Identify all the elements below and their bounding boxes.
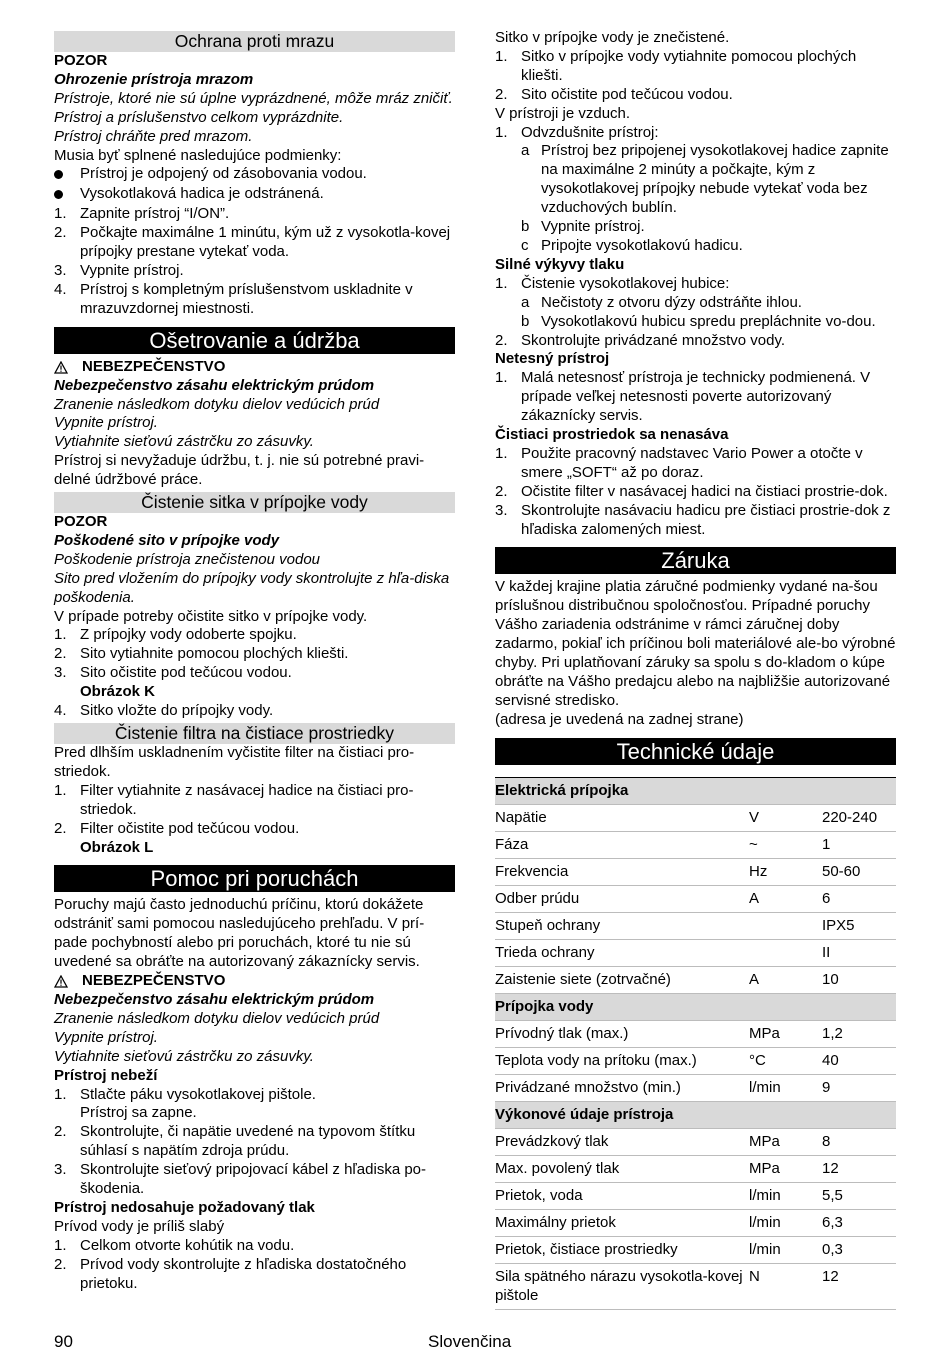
table-cell-label: Zaistenie siete (zotrvačné) <box>495 966 749 993</box>
table-cell-value: 40 <box>822 1047 896 1074</box>
table-cell-label: Frekvencia <box>495 858 749 885</box>
danger-label: NEBEZPEČENSTVO <box>54 972 455 991</box>
list-item: 2. Skontrolujte, či napätie uvedené na typovom štítku súhlasí s napätím zdroja prúdu. <box>54 1123 416 1160</box>
table-cell-unit: N <box>749 1263 822 1309</box>
table-cell-unit: l/min <box>749 1236 822 1263</box>
table-cell-label: Napätie <box>495 804 749 831</box>
list-item: 2. Skontrolujte privádzané množstvo vody. <box>495 331 786 349</box>
table-row <box>495 1263 896 1309</box>
bullet-icon <box>54 170 63 179</box>
table-cell-unit: A <box>749 966 822 993</box>
filter-heading: Čistenie filtra na čistiace prostriedky <box>54 723 455 744</box>
table-cell-value: 10 <box>822 966 896 993</box>
subheading: Prístroj nebeží <box>54 1066 158 1084</box>
table-cell-value: 12 <box>822 1263 896 1309</box>
danger-line: Zranenie následkom dotyku dielov vedúcich prúd <box>54 395 380 413</box>
frost-caution-label: POZOR <box>54 52 108 69</box>
sieve-warning-line: Sito pred vložením do prípojky vody skontrolujte z hľa-diska poškodenia. <box>54 569 450 606</box>
cause-text: V prístroji je vzduch. <box>495 104 631 122</box>
table-cell-label: Maximálny prietok <box>495 1209 749 1236</box>
table-group-label: Elektrická prípojka <box>495 777 896 804</box>
right-column <box>495 29 896 1310</box>
table-cell-unit: MPa <box>749 1155 822 1182</box>
danger-line: Vypnite prístroj. <box>54 1028 158 1046</box>
table-cell-unit: Hz <box>749 858 822 885</box>
left-column <box>54 29 455 1293</box>
warranty-heading: Záruka <box>495 547 896 574</box>
table-cell-value: 12 <box>822 1155 896 1182</box>
tech-data-heading: Technické údaje <box>495 738 896 765</box>
list-item: 1. Zapnite prístroj “I/ON”. <box>54 205 230 223</box>
table-cell-value: IPX5 <box>822 912 896 939</box>
table-group-row <box>495 777 896 804</box>
warning-triangle-icon <box>54 975 68 988</box>
page-number: 90 <box>54 1332 73 1351</box>
sub-list-item: b Vypnite prístroj. <box>521 218 645 236</box>
table-cell-value: 50-60 <box>822 858 896 885</box>
list-item: 1. Sitko v prípojke vody vytiahnite pomocou plochých kliešti. <box>495 47 857 84</box>
table-cell-value: II <box>822 939 896 966</box>
table-cell-value: 9 <box>822 1074 896 1101</box>
sieve-warning-title: Poškodené sito v prípojke vody <box>54 531 280 549</box>
list-item: 2. Filter očistite pod tečúcou vodou. <box>54 819 300 837</box>
table-cell-label: Prietok, voda <box>495 1182 749 1209</box>
table-cell-unit: MPa <box>749 1128 822 1155</box>
table-cell-value: 220-240 <box>822 804 896 831</box>
list-item: 3. Sito očistite pod tečúcou vodou. <box>54 664 292 682</box>
table-row <box>495 1209 896 1236</box>
frost-warning-line: Prístroj chráňte pred mrazom. <box>54 127 253 145</box>
list-item: 1. Čistenie vysokotlakovej hubice: <box>495 274 730 292</box>
list-item: 3. Skontrolujte nasávaciu hadicu pre čistiaci prostrie-dok z hľadiska zalomených miest. <box>495 501 891 538</box>
tech-data-table <box>495 777 896 1310</box>
care-heading: Ošetrovanie a údržba <box>54 327 455 354</box>
list-item: 1. Stlačte páku vysokotlakovej pištole. Prístroj sa zapne. <box>54 1085 316 1122</box>
table-cell-label: Prietok, čistiace prostriedky <box>495 1236 749 1263</box>
frost-warning-title: Ohrozenie prístroja mrazom <box>54 70 254 88</box>
table-cell-label: Prívodný tlak (max.) <box>495 1020 749 1047</box>
subheading: Silné výkyvy tlaku <box>495 255 625 273</box>
table-cell-value: 0,3 <box>822 1236 896 1263</box>
table-cell-unit: V <box>749 804 822 831</box>
table-cell-label: Fáza <box>495 831 749 858</box>
table-cell-value: 8 <box>822 1128 896 1155</box>
table-cell-value: 1,2 <box>822 1020 896 1047</box>
danger-title: Nebezpečenstvo zásahu elektrickým prúdom <box>54 990 375 1008</box>
table-cell-unit <box>749 912 822 939</box>
table-row <box>495 966 896 993</box>
table-cell-unit: l/min <box>749 1182 822 1209</box>
list-item: 1. Filter vytiahnite z nasávacej hadice na čistiaci pro-striedok. <box>54 781 414 818</box>
table-cell-unit: °C <box>749 1047 822 1074</box>
table-row <box>495 912 896 939</box>
frost-conditions-text: Musia byť splnené nasledujúce podmienky: <box>54 146 342 164</box>
table-cell-label: Sila spätného nárazu vysokotla-kovej pištole <box>495 1263 749 1309</box>
table-row <box>495 831 896 858</box>
list-item: 2. Sito vytiahnite pomocou plochých kliešti. <box>54 645 349 663</box>
danger-title: Nebezpečenstvo zásahu elektrickým prúdom <box>54 376 375 394</box>
table-row <box>495 1182 896 1209</box>
danger-line: Vytiahnite sieťovú zástrčku zo zásuvky. <box>54 433 314 451</box>
table-group-label: Prípojka vody <box>495 993 896 1020</box>
troubleshooting-heading: Pomoc pri poruchách <box>54 865 455 892</box>
table-group-row <box>495 993 896 1020</box>
sub-list-item: a Nečistoty z otvoru dýzy odstráňte ihlou. <box>521 293 802 311</box>
list-item: 3. Vypnite prístroj. <box>54 261 184 279</box>
table-cell-label: Odber prúdu <box>495 885 749 912</box>
table-row <box>495 1128 896 1155</box>
troubleshooting-text: Poruchy majú často jednoduchú príčinu, ktorú dokážete odstrániť sami pomocou nasledujúceho prehľadu. V prí-pade pochybností alebo pri poruchách, ktoré tu nie sú uvedené sa obráťte na autorizovaný zákaznícky servis. <box>54 896 425 971</box>
list-item: 1. Použite pracovný nadstavec Vario Power a otočte v smere „SOFT“ až po doraz. <box>495 444 863 481</box>
sub-list-item: b Vysokotlakovú hubicu spredu prepláchnite vo-dou. <box>521 312 876 330</box>
subheading: Prístroj nedosahuje požadovaný tlak <box>54 1198 315 1216</box>
list-item: Prístroj je odpojený od zásobovania vodou. <box>54 165 455 185</box>
danger-label: NEBEZPEČENSTVO <box>54 358 455 377</box>
sieve-text: V prípade potreby očistite sitko v prípojke vody. <box>54 607 368 625</box>
table-row <box>495 1020 896 1047</box>
table-cell-label: Max. povolený tlak <box>495 1155 749 1182</box>
subheading: Netesný prístroj <box>495 350 610 368</box>
table-cell-value: 5,5 <box>822 1182 896 1209</box>
table-row <box>495 1047 896 1074</box>
sieve-warning-line: Poškodenie prístroja znečistenou vodou <box>54 550 321 568</box>
danger-line: Zranenie následkom dotyku dielov vedúcich prúd <box>54 1009 380 1027</box>
table-cell-label: Prevádzkový tlak <box>495 1128 749 1155</box>
list-item: 1. Z prípojky vody odoberte spojku. <box>54 626 297 644</box>
table-cell-unit: MPa <box>749 1020 822 1047</box>
cause-text: Prívod vody je príliš slabý <box>54 1217 225 1235</box>
list-item: 2. Počkajte maximálne 1 minútu, kým už z vysokotla-kovej prípojky prestane vytekať voda. <box>54 224 451 261</box>
table-cell-label: Privádzané množstvo (min.) <box>495 1074 749 1101</box>
danger-line: Vypnite prístroj. <box>54 414 158 432</box>
list-item: 2. Očistite filter v nasávacej hadici na čistiaci prostrie-dok. <box>495 482 888 500</box>
filter-text: Pred dlhším uskladnením vyčistite filter na čistiaci pro-striedok. <box>54 744 415 780</box>
table-cell-label: Trieda ochrany <box>495 939 749 966</box>
table-cell-label: Stupeň ochrany <box>495 912 749 939</box>
bullet-icon <box>54 190 63 199</box>
table-row <box>495 1155 896 1182</box>
table-cell-value: 6 <box>822 885 896 912</box>
list-item: 2. Sito očistite pod tečúcou vodou. <box>495 85 733 103</box>
warranty-address-note: (adresa je uvedená na zadnej strane) <box>495 710 744 728</box>
list-item: 1. Celkom otvorte kohútik na vodu. <box>54 1236 295 1254</box>
table-group-row <box>495 1101 896 1128</box>
table-cell-unit <box>749 939 822 966</box>
frost-heading: Ochrana proti mrazu <box>54 31 455 52</box>
list-item: Vysokotlaková hadica je odstránená. <box>54 185 455 205</box>
table-cell-value: 6,3 <box>822 1209 896 1236</box>
list-item: 1. Malá netesnosť prístroja je technicky podmienená. V prípade veľkej netesnosti poverte autorizovaný zákaznícky servis. <box>495 369 871 425</box>
sieve-heading: Čistenie sitka v prípojke vody <box>54 492 455 513</box>
footer-language: Slovenčina <box>428 1332 512 1351</box>
figure-reference: Obrázok K <box>80 683 156 701</box>
table-row <box>495 885 896 912</box>
sub-list-item: c Pripojte vysokotlakovú hadicu. <box>521 236 743 254</box>
care-text: Prístroj si nevyžaduje údržbu, t. j. nie sú potrebné pravi-delné údržbové práce. <box>54 452 425 489</box>
list-item: 1. Odvzdušnite prístroj: <box>495 123 659 141</box>
table-cell-label: Teplota vody na prítoku (max.) <box>495 1047 749 1074</box>
warning-triangle-icon <box>54 361 68 374</box>
table-row <box>495 939 896 966</box>
frost-warning-line: Prístroje, ktoré nie sú úplne vyprázdnené, môže mráz zničiť. <box>54 89 453 107</box>
danger-line: Vytiahnite sieťovú zástrčku zo zásuvky. <box>54 1047 314 1065</box>
table-group-label: Výkonové údaje prístroja <box>495 1101 896 1128</box>
list-item: 4. Prístroj s kompletným príslušenstvom uskladnite v mrazuvzdornej miestnosti. <box>54 280 413 317</box>
sub-list-item: a Prístroj bez pripojenej vysokotlakovej hadice zapnite na maximálne 2 minúty a počkajte, kým z vysokotlakovej prípojky nebude vytekať voda bez vzduchových bublín. <box>521 142 889 217</box>
list-item: 2. Prívod vody skontrolujte z hľadiska dostatočného prietoku. <box>54 1255 407 1292</box>
subheading: Čistiaci prostriedok sa nenasáva <box>495 426 729 444</box>
table-row <box>495 1074 896 1101</box>
figure-reference: Obrázok L <box>80 838 154 856</box>
frost-warning-line: Prístroj a príslušenstvo celkom vyprázdnite. <box>54 108 344 126</box>
table-cell-unit: A <box>749 885 822 912</box>
table-cell-unit: ~ <box>749 831 822 858</box>
sieve-caution-label: POZOR <box>54 513 108 531</box>
table-cell-value: 1 <box>822 831 896 858</box>
list-item: 3. Skontrolujte sieťový pripojovací kábel z hľadiska po-škodenia. <box>54 1161 427 1198</box>
table-row <box>495 1236 896 1263</box>
table-row <box>495 858 896 885</box>
table-cell-unit: l/min <box>749 1074 822 1101</box>
table-row <box>495 804 896 831</box>
warranty-text: V každej krajine platia záručné podmienky vydané na-šou príslušnou distribučnou spoločnosťou. Prípadné poruchy Vášho zariadenia odstránime v rámci záručnej doby zadarmo, pokiaľ ich príčinou boli materiálové ale-bo výrobné chyby. Pri uplatňovaní záruky sa spolu s do-kladom o kúpe obráťte na Vášho predajcu alebo na najbližšie autorizované servisné stredisko. <box>495 578 896 709</box>
cause-text: Sitko v prípojke vody je znečistené. <box>495 29 730 46</box>
table-cell-unit: l/min <box>749 1209 822 1236</box>
list-item: 4. Sitko vložte do prípojky vody. <box>54 702 274 720</box>
